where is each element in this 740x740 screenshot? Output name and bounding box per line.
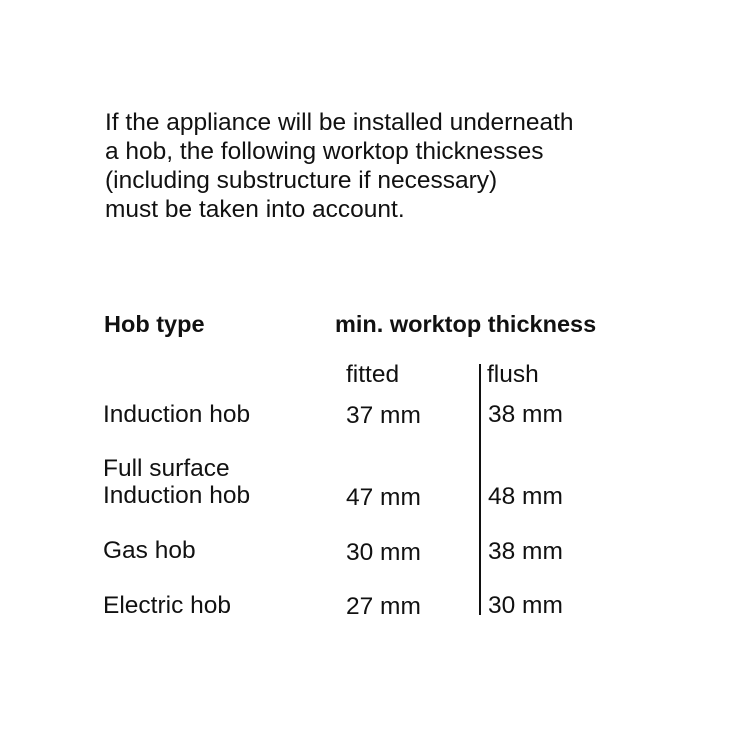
intro-line: a hob, the following worktop thicknesses — [105, 138, 544, 165]
row-fitted-value: 27 mm — [346, 593, 421, 620]
subheader-fitted: fitted — [346, 361, 400, 388]
row-fitted-value: 47 mm — [346, 484, 421, 511]
row-flush-value: 48 mm — [488, 483, 563, 510]
row-flush-value: 38 mm — [488, 401, 563, 428]
row-hob-type: Induction hob — [103, 482, 251, 509]
row-hob-type: Induction hob — [103, 401, 251, 428]
intro-line: If the appliance will be installed underneath — [105, 109, 574, 136]
header-min-worktop-thickness: min. worktop thickness — [335, 311, 597, 337]
row-hob-type: Electric hob — [103, 592, 232, 619]
row-flush-value: 38 mm — [488, 538, 563, 565]
row-hob-type: Full surface — [103, 455, 230, 482]
row-flush-value: 30 mm — [488, 592, 563, 619]
intro-line: (including substructure if necessary) — [105, 167, 498, 194]
intro-paragraph — [105, 108, 665, 224]
row-hob-type: Gas hob — [103, 537, 196, 564]
row-fitted-value: 30 mm — [346, 539, 421, 566]
column-divider — [479, 364, 481, 615]
subheader-flush: flush — [487, 361, 539, 388]
intro-line: must be taken into account. — [105, 196, 405, 223]
header-hob-type: Hob type — [104, 311, 205, 337]
row-fitted-value: 37 mm — [346, 402, 421, 429]
